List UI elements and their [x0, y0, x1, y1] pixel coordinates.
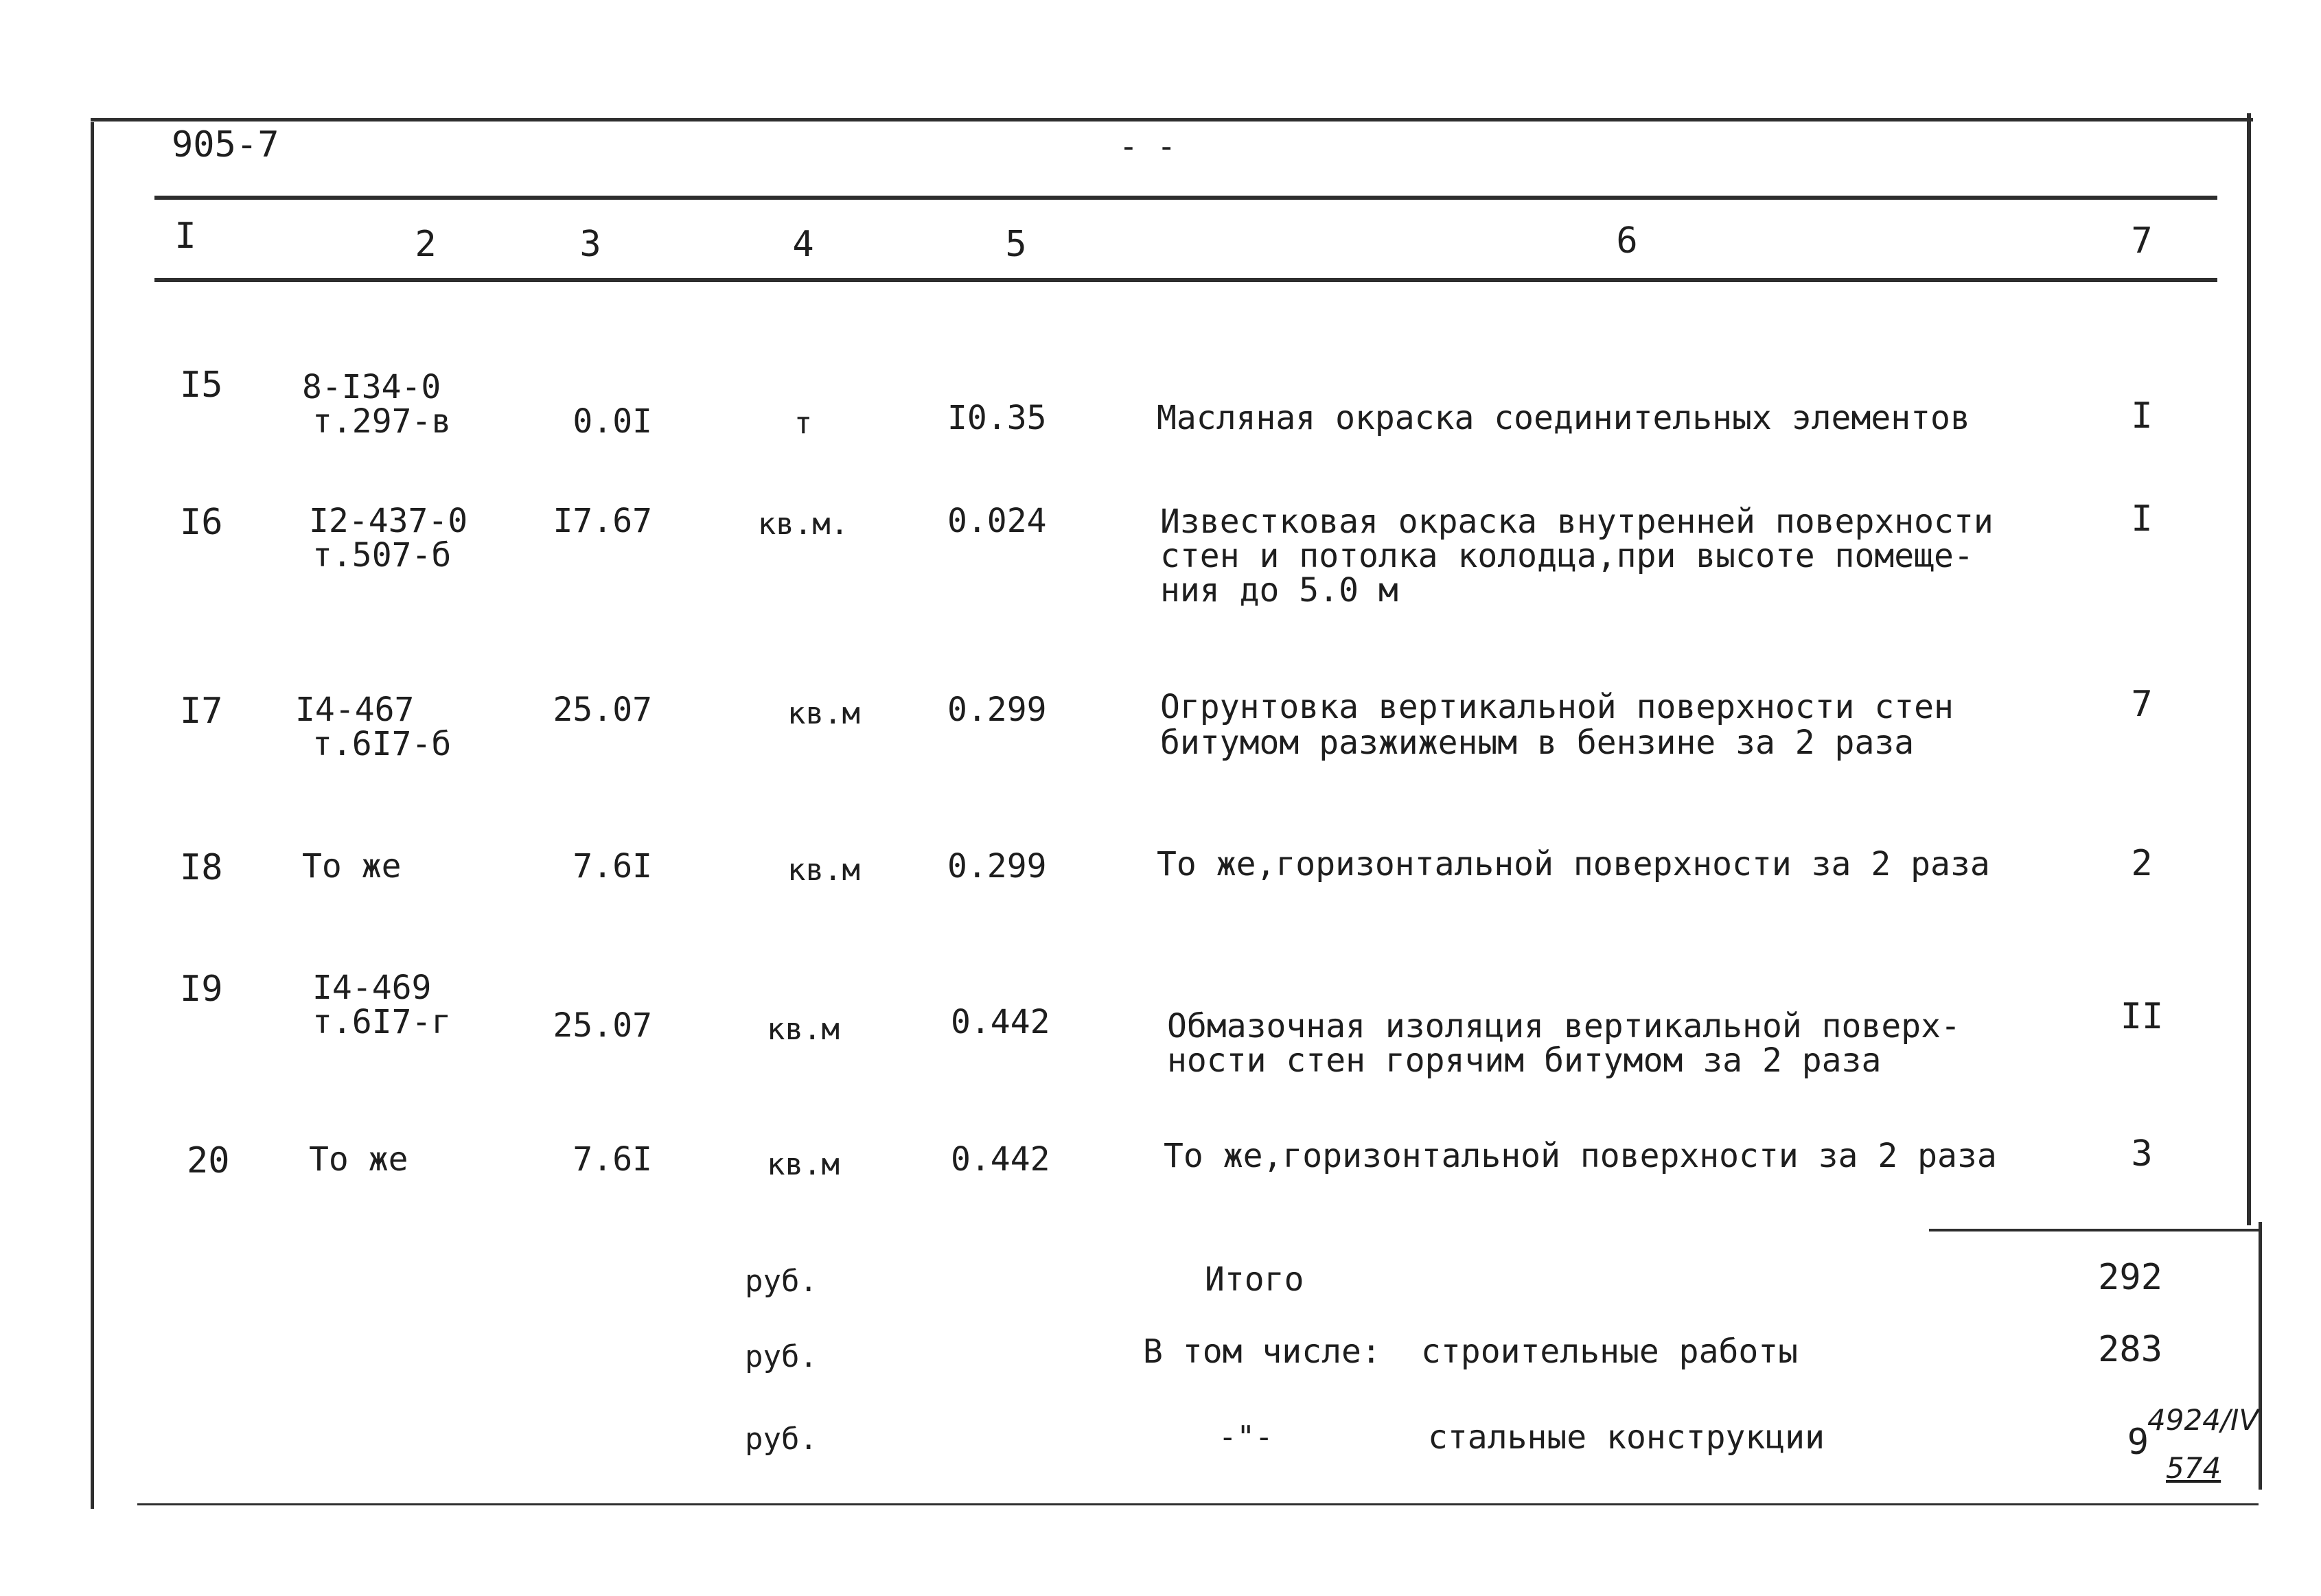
totals-unit: руб. [745, 1264, 818, 1299]
row-sum: 3 [2131, 1133, 2153, 1175]
unit-rate: 0.442 [951, 1140, 1050, 1179]
work-description: Огрунтовка вертикальной поверхности стен [1160, 688, 1954, 726]
norm-table: т.507-б [312, 536, 452, 575]
col-header-7: 7 [2131, 220, 2153, 262]
norm-table: т.297-в [312, 402, 452, 441]
row-number: 20 [187, 1140, 230, 1181]
norm-code: То же [309, 1140, 408, 1179]
totals-unit: руб. [745, 1339, 818, 1374]
quantity: 7.6I [573, 847, 652, 886]
page-mark: - - [1119, 128, 1177, 165]
row-number: I7 [180, 691, 223, 732]
unit: кв.м [767, 1147, 840, 1182]
frame-bottom-border [137, 1503, 2259, 1505]
work-description: ния до 5.0 м [1160, 571, 1398, 610]
work-description: ности стен горячим битумом за 2 раза [1167, 1041, 1882, 1080]
totals-unit: руб. [745, 1422, 818, 1457]
quantity: 25.07 [553, 1006, 652, 1045]
quantity: 7.6I [573, 1140, 652, 1179]
norm-code: I2-437-0 [309, 502, 468, 540]
totals-label: Итого [1205, 1260, 1304, 1299]
series-number: 905-7 [172, 124, 279, 165]
unit-rate: 0.442 [951, 1003, 1050, 1041]
unit-rate: 0.024 [947, 502, 1047, 540]
row-sum: 7 [2131, 684, 2153, 725]
col-header-3: 3 [579, 224, 601, 265]
totals-sublabel: стальные конструкции [1428, 1418, 1825, 1457]
quantity: 25.07 [553, 691, 652, 729]
unit: т [794, 406, 813, 441]
row-number: I9 [180, 969, 223, 1010]
unit-rate: 0.299 [947, 847, 1047, 886]
header-top-rule [154, 196, 2217, 200]
row-number: I5 [180, 365, 223, 406]
norm-table: т.6I7-г [312, 1003, 452, 1041]
row-number: I8 [180, 847, 223, 888]
work-description: битумом разжиженым в бензине за 2 раза [1160, 724, 1915, 762]
work-description: Масляная окраска соединительных элементов [1157, 399, 1970, 437]
norm-code: I4-469 [312, 969, 432, 1007]
unit: кв.м [787, 696, 860, 731]
unit-rate: 0.299 [947, 691, 1047, 729]
frame-right-border [2247, 113, 2251, 1225]
totals-label: В том числе: [1143, 1332, 1381, 1371]
row-sum: 2 [2131, 843, 2153, 884]
header-bottom-rule [154, 278, 2217, 282]
unit: кв.м. [757, 507, 849, 542]
frame-left-border [91, 122, 94, 1509]
col-header-5: 5 [1005, 224, 1027, 265]
unit: кв.м [787, 853, 860, 888]
totals-value: 9 [2127, 1422, 2149, 1463]
row-sum: I [2131, 498, 2153, 540]
work-description: То же,горизонтальной поверхности за 2 раза [1157, 845, 1990, 883]
norm-code: I4-467 [295, 691, 415, 729]
quantity: I7.67 [553, 502, 652, 540]
row-number: I6 [180, 502, 223, 543]
col-header-6: 6 [1616, 220, 1638, 262]
norm-code: 8-I34-0 [302, 368, 441, 406]
work-description: То же,горизонтальной поверхности за 2 раза [1164, 1137, 1997, 1175]
col-header-1: I [174, 216, 196, 257]
archive-stamp-top: 4924/IV [2147, 1403, 2259, 1437]
work-description: Обмазочная изоляция вертикальной поверх- [1167, 1007, 1961, 1045]
row-sum: II [2120, 996, 2164, 1037]
unit-rate: I0.35 [947, 399, 1047, 437]
ditto-mark: -"- [1219, 1420, 1273, 1455]
work-description: стен и потолка колодца,при высоте помеще- [1160, 537, 1974, 575]
norm-code: То же [302, 847, 402, 886]
col-header-2: 2 [415, 224, 437, 265]
totals-value: 292 [2098, 1257, 2162, 1298]
work-description: Известковая окраска внутренней поверхности [1160, 502, 1994, 541]
row-sum: I [2131, 395, 2153, 437]
frame-top-border [91, 118, 2253, 122]
totals-sublabel: строительные работы [1421, 1332, 1799, 1371]
norm-table: т.6I7-б [312, 725, 452, 763]
totals-value: 283 [2098, 1329, 2162, 1370]
frame-right-border-lower [2259, 1222, 2262, 1490]
unit: кв.м [767, 1012, 840, 1047]
totals-top-rule [1929, 1229, 2259, 1231]
quantity: 0.0I [573, 402, 652, 441]
archive-stamp-bottom: 574 [2166, 1451, 2221, 1485]
col-header-4: 4 [792, 224, 814, 265]
